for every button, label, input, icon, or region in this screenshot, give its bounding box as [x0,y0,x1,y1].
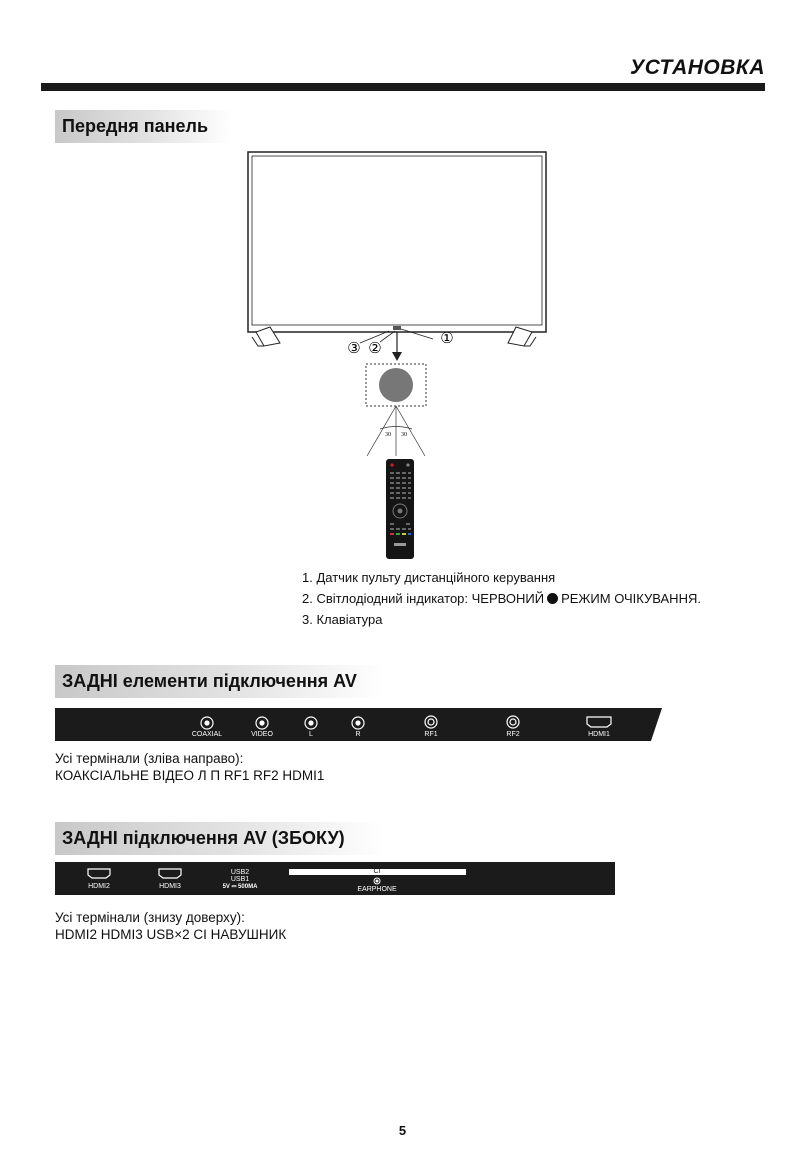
earphone-port-icon [374,878,380,884]
front-panel-title: Передня панель [62,116,209,136]
rear-av-heading [55,665,385,698]
audio-l-port-icon [305,717,317,729]
coaxial-port-icon [201,717,213,729]
port-label-hdmi3: HDMI3 [159,883,181,890]
header-rule [41,83,765,91]
side-av-port-icons [55,862,615,895]
port-label-r: R [355,731,361,738]
hdmi2-port-icon [88,869,110,878]
front-panel-item-3: 3. Клавіатура [302,612,383,627]
ir-sensor-mark [393,326,401,330]
rf1-port-icon [425,716,437,728]
tv-stand-left [252,327,280,346]
audio-r-port-icon [352,717,364,729]
side-av-list: HDMI2 HDMI3 USB×2 CI НАВУШНИК [55,927,287,942]
rear-av-caption: Усі термінали (зліва направо): [55,751,244,766]
port-label-earphone: EARPHONE [357,886,397,893]
hdmi3-port-icon [159,869,181,878]
tv-front-diagram [240,145,560,565]
port-label-usb-power: 5V ⎓ 500MA [222,884,258,890]
front-panel-item-2-text: 2. Світлодіодний індикатор: ЧЕРВОНИЙ [302,591,545,606]
sensor-zoom-circle [379,368,413,402]
port-label-usb1: USB1 [230,876,250,883]
port-label-l: L [309,731,313,738]
hdmi1-port-icon [587,717,611,727]
angle-left-label: 30 [385,432,391,438]
tv-outline [248,152,546,332]
front-panel-item-1: 1. Датчик пульту дистанційного керування [302,570,556,585]
port-label-coaxial: COAXIAL [191,731,223,738]
callout-2: ② [368,341,382,357]
tv-stand-right [508,327,536,346]
side-av-title: ЗАДНІ підключення AV (ЗБОКУ) [62,828,345,848]
side-av-caption: Усі термінали (знизу доверху): [55,910,245,925]
port-label-video: VIDEO [251,731,273,738]
sensor-angle-lines [367,406,425,456]
angle-right-label: 30 [401,432,407,438]
port-label-rf1: RF1 [424,731,438,738]
port-label-usb2: USB2 [230,869,250,876]
page-header-title: УСТАНОВКА [629,56,765,79]
port-label-hdmi2: HDMI2 [88,883,110,890]
arrow-down [392,332,402,361]
led-indicator-icon [547,593,558,604]
callout-1: ① [440,331,454,347]
port-label-ci: CI [373,868,381,875]
rear-av-panel [55,708,662,741]
port-label-hdmi1: HDMI1 [588,731,610,738]
remote-control [386,459,414,559]
front-panel-item-2-mode: РЕЖИМ ОЧІКУВАННЯ. [561,591,701,606]
rf2-port-icon [507,716,519,728]
rear-av-list: КОАКСІАЛЬНЕ ВІДЕО Л П RF1 RF2 HDMI1 [55,768,325,783]
callout-3: ③ [347,341,361,357]
side-av-panel [55,862,615,895]
page-number: 5 [398,1123,407,1138]
side-av-heading [55,822,385,855]
video-port-icon [256,717,268,729]
front-panel-heading [55,110,232,143]
front-panel-item-2 [302,591,701,606]
rear-av-title: ЗАДНІ елементи підключення AV [62,671,357,691]
port-label-rf2: RF2 [506,731,520,738]
